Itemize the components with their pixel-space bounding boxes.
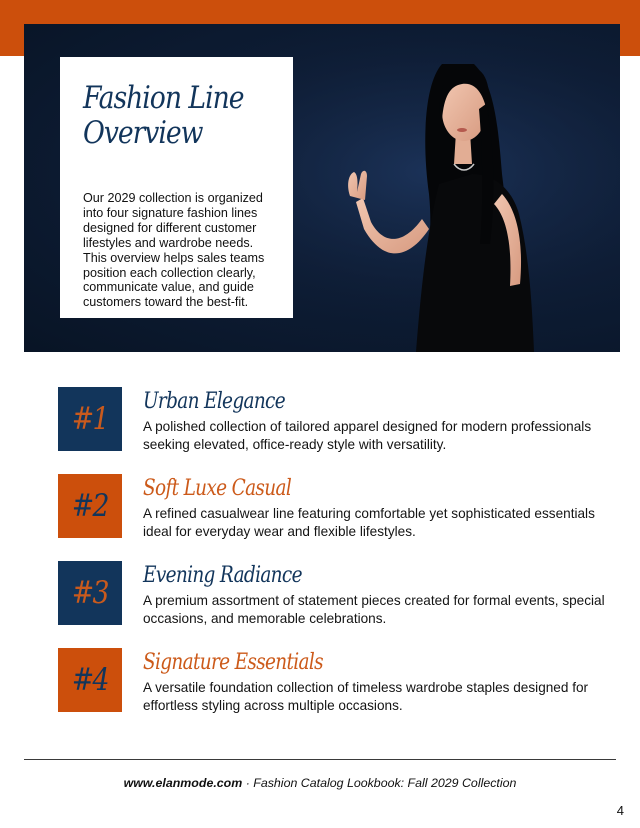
line-number: #3 <box>72 575 108 611</box>
line-number-badge <box>58 561 122 625</box>
fashion-line-item <box>58 648 618 714</box>
fashion-line-item <box>58 561 618 627</box>
website-link[interactable]: www.elanmode.com <box>123 776 243 790</box>
line-number-badge <box>58 648 122 712</box>
footer-divider <box>24 759 616 760</box>
line-description: A polished collection of tailored apparel designed for modern professionals seeking elevated, office-ready style with versatility. <box>143 419 592 452</box>
line-number-badge <box>58 387 122 451</box>
page-title-line-1: Fashion Line <box>83 80 244 116</box>
line-description: A premium assortment of statement pieces created for formal events, special occasions, and memorable celebrations. <box>143 593 605 626</box>
line-title: Urban Elegance <box>143 389 285 414</box>
fashion-line-item <box>58 387 618 453</box>
line-number: #2 <box>72 488 108 524</box>
line-title: Evening Radiance <box>143 563 302 588</box>
overview-card <box>60 57 293 318</box>
line-description: A refined casualwear line featuring comfortable yet sophisticated essentials ideal for everyday wear and flexible lifestyles. <box>143 506 595 539</box>
line-description: A versatile foundation collection of timeless wardrobe staples designed for effortless styling across multiple occasions. <box>143 680 589 713</box>
page-title <box>83 81 289 151</box>
footer-text: Fashion Catalog Lookbook: Fall 2029 Collection <box>253 776 517 790</box>
footer-separator: · <box>242 776 254 790</box>
line-title: Signature Essentials <box>143 650 323 675</box>
footer <box>0 776 640 790</box>
line-number-badge <box>58 474 122 538</box>
line-number: #1 <box>72 401 108 437</box>
overview-text: Our 2029 collection is organized into four signature fashion lines designed for different customer lifestyles and wardrobe needs. This overview helps sales teams position each collection clearly, communicate value, and guide customers toward the best-fit. <box>83 191 265 310</box>
line-number: #4 <box>72 662 108 698</box>
page-title-line-2: Overview <box>83 115 203 151</box>
line-title: Soft Luxe Casual <box>143 476 292 501</box>
page-number: 4 <box>616 803 624 818</box>
fashion-line-item <box>58 474 618 540</box>
